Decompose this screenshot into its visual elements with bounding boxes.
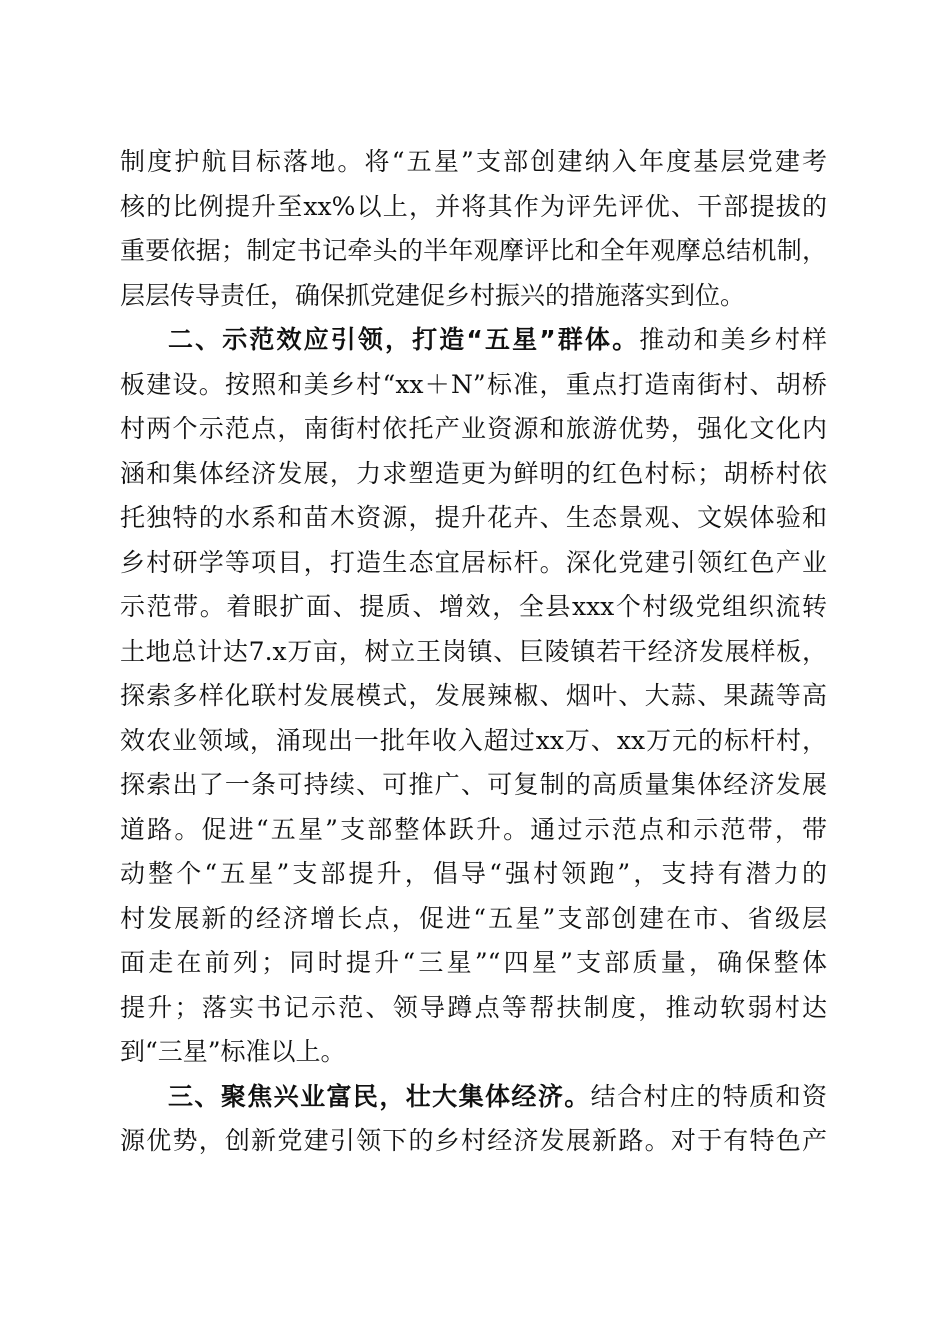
body-text: 涵和集体经济发展，力求塑造更为鲜明的红色村标；胡桥村依	[120, 458, 827, 488]
paragraph	[120, 1075, 827, 1164]
text-line	[120, 229, 827, 274]
body-text: 托独特的水系和苗木资源，提升花卉、生态景观、文娱体验和	[120, 503, 827, 532]
body-text: 效农业领域，涌现出一批年收入超过xx万、xx万元的标杆村，	[120, 725, 827, 755]
paragraph	[120, 140, 827, 318]
text-line	[120, 1030, 827, 1075]
text-line	[120, 763, 827, 808]
body-text: 村两个示范点，南街村依托产业资源和旅游优势，强化文化内	[120, 414, 827, 443]
text-line	[120, 318, 827, 363]
section-heading: 三、聚焦兴业富民，壮大集体经济。	[168, 1081, 591, 1111]
body-text: 到“三星”标准以上。	[120, 1037, 346, 1066]
text-line	[120, 897, 827, 942]
text-line	[120, 541, 827, 586]
body-text: 动整个“五星”支部提升，倡导“强村领跑”，支持有潜力的	[120, 859, 827, 888]
text-line	[120, 185, 827, 230]
text-line	[120, 496, 827, 541]
text-line	[120, 808, 827, 853]
body-text: 土地总计达7.x万亩，树立王岗镇、巨陵镇若干经济发展样板，	[120, 636, 827, 666]
body-text: 结合村庄的特质和资	[590, 1081, 827, 1111]
document-page	[120, 140, 827, 1164]
text-line	[120, 452, 827, 497]
text-line	[120, 363, 827, 408]
paragraph	[120, 318, 827, 1075]
body-text: 探索多样化联村发展模式，发展辣椒、烟叶、大蒜、果蔬等高	[120, 681, 827, 710]
body-text: 示范带。着眼扩面、提质、增效，全县xxx个村级党组织流转	[120, 592, 827, 621]
text-line	[120, 1075, 827, 1120]
section-heading: 二、示范效应引领，打造“五星”群体。	[168, 325, 640, 354]
body-text: 乡村研学等项目，打造生态宜居标杆。深化党建引领红色产业	[120, 547, 827, 577]
body-text: 村发展新的经济增长点，促进“五星”支部创建在市、省级层	[120, 903, 827, 933]
body-text: 探索出了一条可持续、可推广、可复制的高质量集体经济发展	[120, 770, 827, 799]
body-text: 提升；落实书记示范、领导蹲点等帮扶制度，推动软弱村达	[120, 992, 827, 1022]
body-text: 面走在前列；同时提升“三星”“四星”支部质量，确保整体	[120, 948, 827, 977]
text-line	[120, 585, 827, 630]
body-text: 重要依据；制定书记牵头的半年观摩评比和全年观摩总结机制，	[120, 236, 827, 265]
body-text: 层层传导责任，确保抓党建促乡村振兴的措施落实到位。	[120, 280, 746, 310]
text-line	[120, 852, 827, 897]
text-line	[120, 719, 827, 764]
body-text: 源优势，创新党建引领下的乡村经济发展新路。对于有特色产	[120, 1126, 827, 1155]
text-line	[120, 986, 827, 1031]
body-text: 道路。促进“五星”支部整体跃升。通过示范点和示范带，带	[120, 814, 827, 844]
text-line	[120, 274, 827, 319]
body-text: 核的比例提升至xx%以上，并将其作为评先评优、干部提拔的	[120, 191, 827, 221]
text-line	[120, 407, 827, 452]
text-line	[120, 630, 827, 675]
body-text: 推动和美乡村样	[639, 325, 827, 354]
body-text: 制度护航目标落地。将“五星”支部创建纳入年度基层党建考	[120, 147, 827, 176]
text-line	[120, 1119, 827, 1164]
text-line	[120, 140, 827, 185]
body-text: 板建设。按照和美乡村“xx＋N”标准，重点打造南街村、胡桥	[120, 369, 827, 399]
text-line	[120, 941, 827, 986]
text-line	[120, 674, 827, 719]
